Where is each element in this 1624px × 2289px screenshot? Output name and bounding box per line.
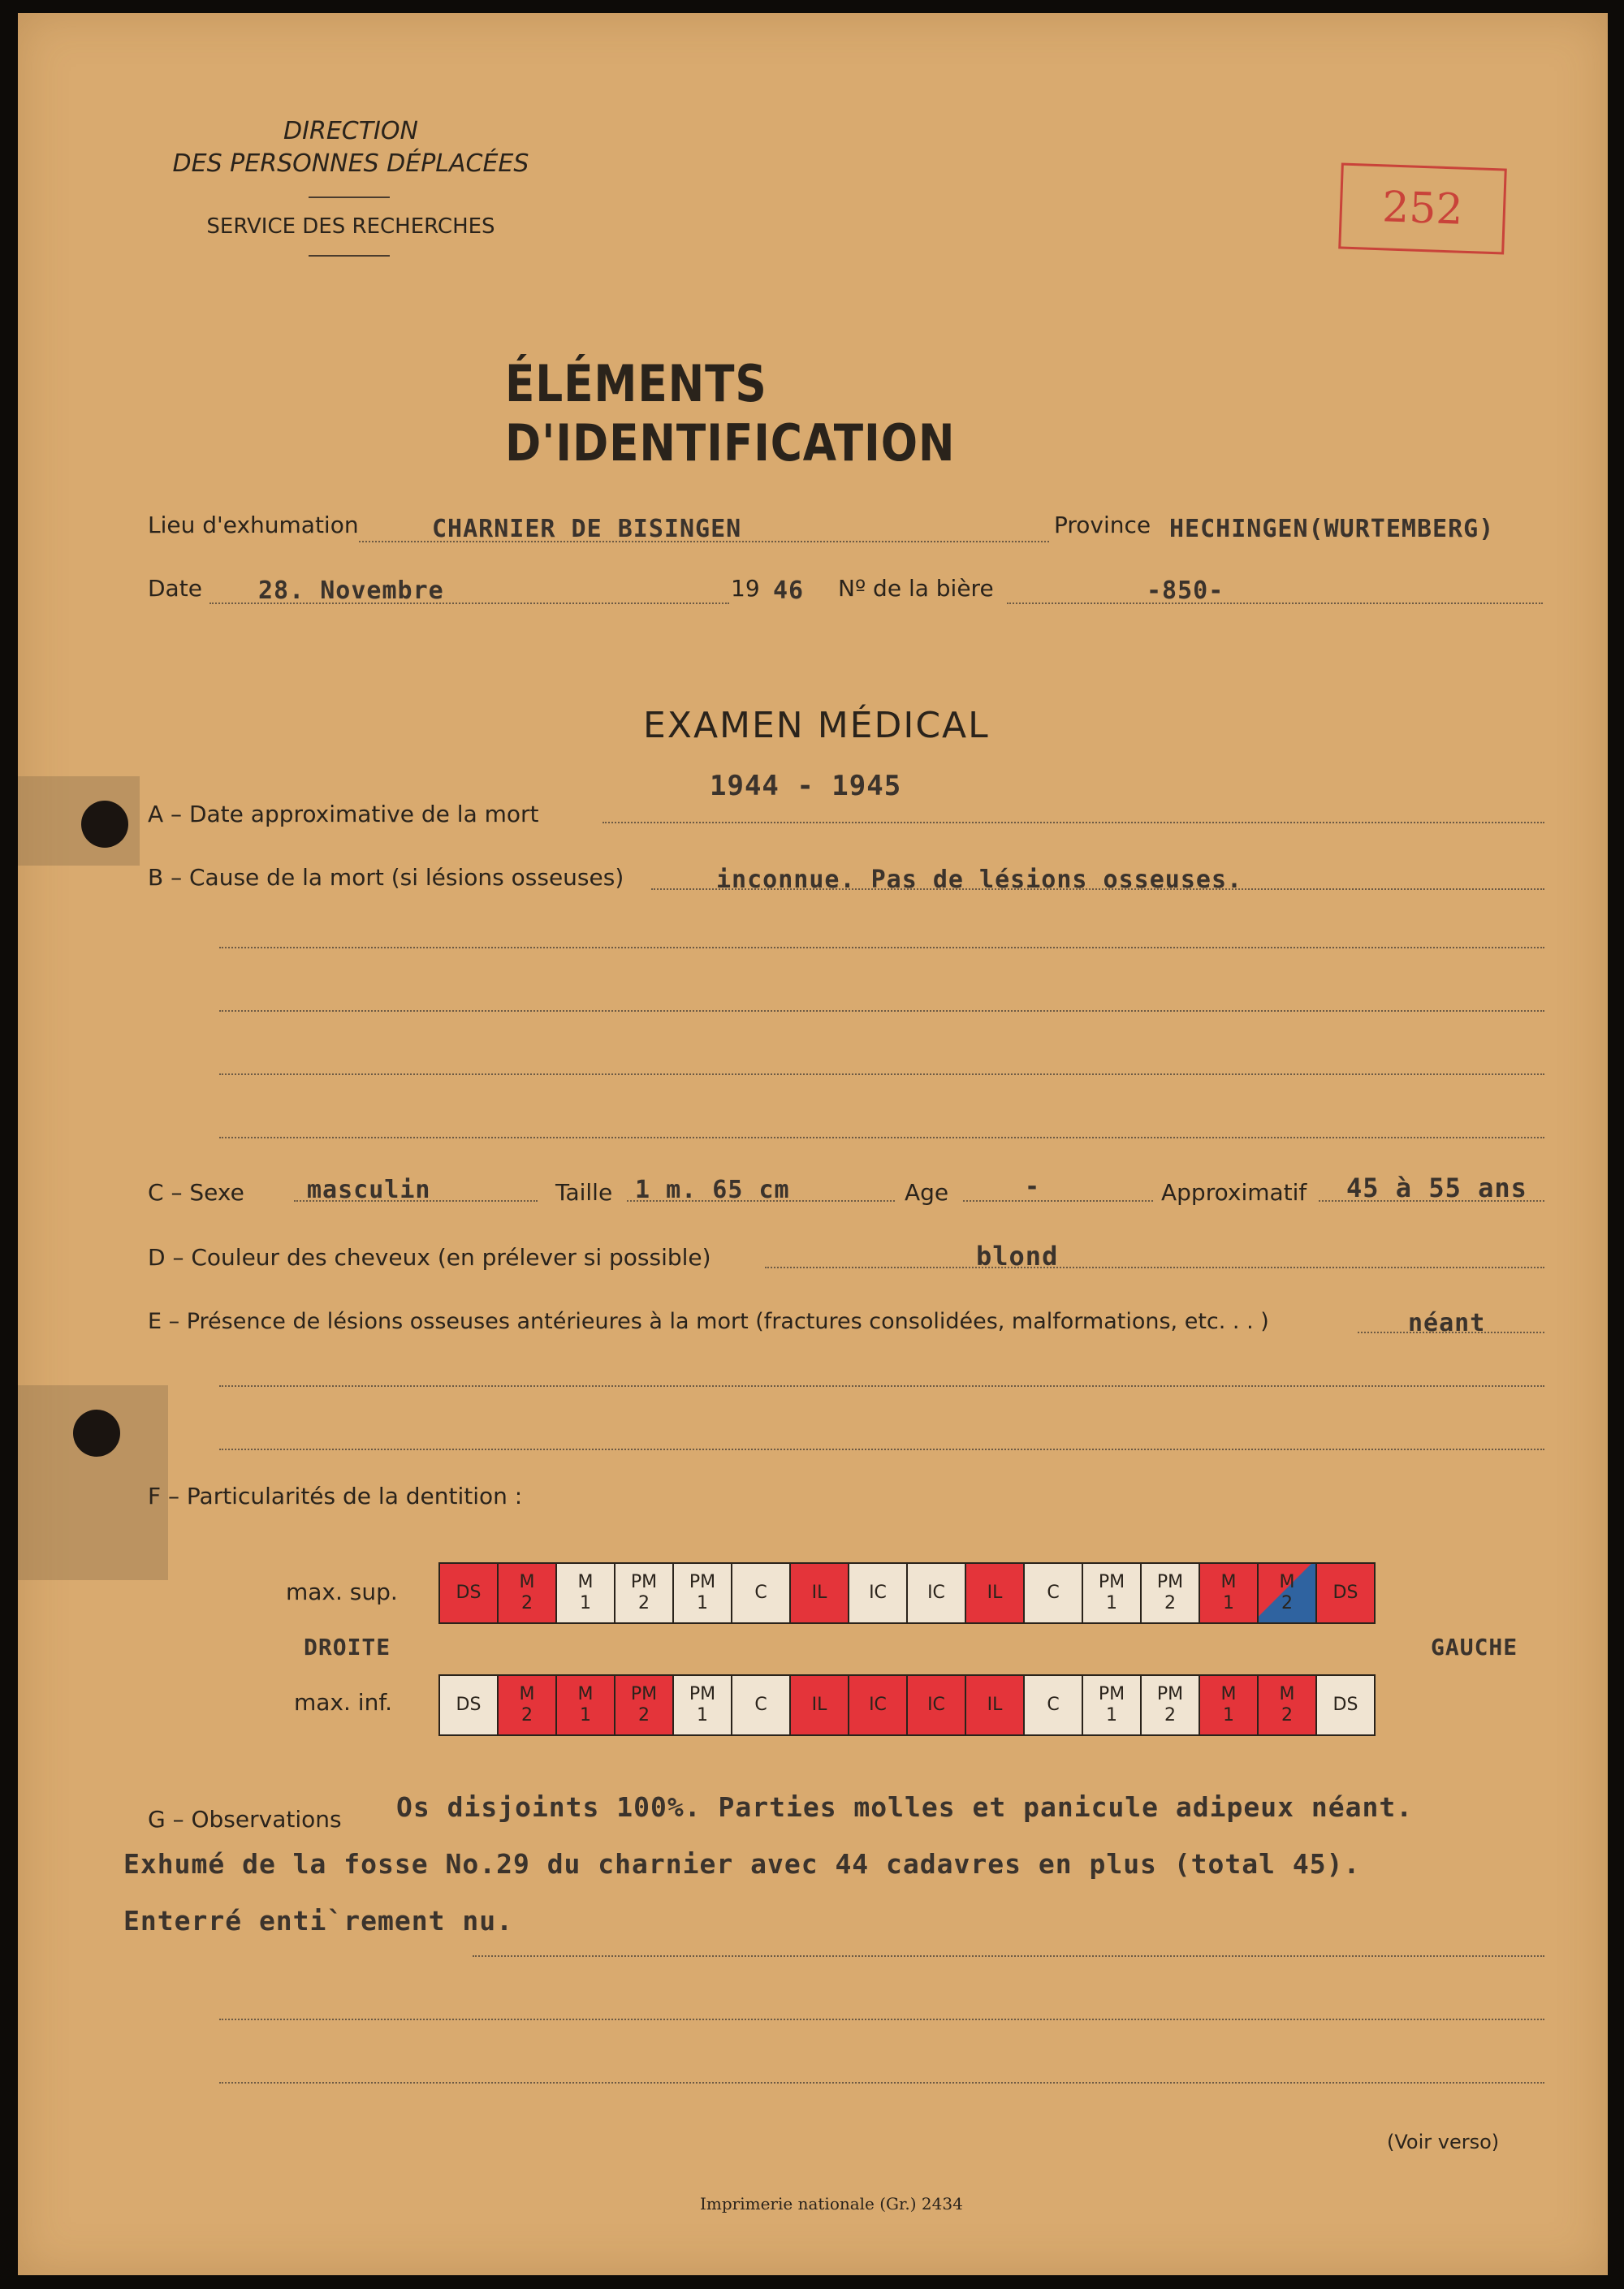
g-dots-2 — [219, 2019, 1544, 2020]
tooth-label: C — [754, 1583, 767, 1603]
tooth-number: 1 — [697, 1593, 708, 1613]
tooth-label: DS — [456, 1695, 482, 1715]
c-sexe-value: masculin — [307, 1176, 431, 1204]
d-value: blond — [976, 1241, 1059, 1272]
b-value: inconnue. Pas de lésions osseuses. — [716, 866, 1243, 894]
province-value: HECHINGEN(WURTEMBERG) — [1169, 515, 1495, 543]
header-direction: DIRECTION — [283, 117, 418, 145]
e-label: E – Présence de lésions osseuses antérieures à la mort (fractures consolidées, malformations, etc. . . ) — [148, 1309, 1269, 1334]
lieu-value: CHARNIER DE BISINGEN — [432, 515, 742, 543]
tooth-label: IL — [987, 1695, 1003, 1715]
tooth-label: PM — [1156, 1684, 1184, 1704]
tooth-label: DS — [1332, 1695, 1358, 1715]
page-title: ÉLÉMENTS D'IDENTIFICATION — [505, 354, 956, 473]
tooth-number: 2 — [1281, 1705, 1293, 1725]
tooth-label: PM — [1156, 1572, 1184, 1592]
c-label: C – Sexe — [148, 1179, 244, 1206]
f-label: F – Particularités de la dentition : — [148, 1483, 523, 1509]
punch-hole-top — [81, 801, 128, 848]
upper-tooth-16 — [1316, 1563, 1375, 1623]
tooth-label: M — [519, 1572, 535, 1592]
tooth-label: M — [577, 1572, 594, 1592]
upper-tooth-15 — [1258, 1563, 1316, 1623]
gauche-label: GAUCHE — [1431, 1634, 1518, 1661]
tooth-number: 2 — [521, 1705, 533, 1725]
g-dots-3 — [219, 2082, 1544, 2084]
taille-value: 1 m. 65 cm — [635, 1176, 790, 1204]
section-title: EXAMEN MÉDICAL — [643, 705, 990, 746]
upper-tooth-11 — [1024, 1563, 1082, 1623]
lower-tooth-11 — [1024, 1675, 1082, 1735]
lower-tooth-13 — [1141, 1675, 1199, 1735]
biere-label: Nº de la bière — [838, 575, 994, 602]
tooth-label: M — [519, 1684, 535, 1704]
approx-label: Approximatif — [1161, 1179, 1307, 1206]
lower-tooth-1 — [439, 1675, 498, 1735]
upper-tooth-10 — [965, 1563, 1024, 1623]
date-value: 28. Novembre — [258, 577, 444, 605]
upper-tooth-13 — [1141, 1563, 1199, 1623]
lower-tooth-8 — [849, 1675, 907, 1735]
age-value: - — [1025, 1173, 1041, 1201]
upper-tooth-6 — [732, 1563, 790, 1623]
lower-tooth-10 — [965, 1675, 1024, 1735]
lower-tooth-12 — [1082, 1675, 1141, 1735]
tooth-number: 2 — [521, 1593, 533, 1613]
lower-tooth-16 — [1316, 1675, 1375, 1735]
upper-tooth-9 — [907, 1563, 965, 1623]
tooth-label: PM — [630, 1572, 658, 1592]
tooth-number: 1 — [580, 1593, 591, 1613]
tooth-number: 2 — [1164, 1705, 1176, 1725]
voir-verso: (Voir verso) — [1387, 2131, 1500, 2153]
tooth-number: 1 — [580, 1705, 591, 1725]
tooth-label: M — [577, 1684, 594, 1704]
a-label: A – Date approximative de la mort — [148, 801, 539, 827]
g-line-3: Enterré enti`rement nu. — [123, 1905, 513, 1937]
e-dots-3 — [219, 1449, 1544, 1450]
lower-tooth-5 — [673, 1675, 732, 1735]
header-rule-1 — [309, 197, 390, 198]
g-line-1: Os disjoints 100%. Parties molles et panicule adipeux néant. — [396, 1791, 1414, 1823]
upper-tooth-3 — [556, 1563, 615, 1623]
tooth-label: M — [1279, 1572, 1295, 1592]
stamp-number: 252 — [1338, 162, 1507, 254]
biere-dots — [1007, 602, 1543, 604]
upper-tooth-14 — [1199, 1563, 1258, 1623]
date-label: Date — [148, 575, 202, 602]
tooth-number: 1 — [1223, 1593, 1234, 1613]
tooth-label: C — [1047, 1583, 1060, 1603]
b-dots-2 — [219, 947, 1544, 948]
tooth-number: 2 — [638, 1593, 650, 1613]
a-dots — [603, 822, 1544, 823]
age-label: Age — [905, 1179, 949, 1206]
lower-tooth-9 — [907, 1675, 965, 1735]
taille-label: Taille — [555, 1179, 613, 1206]
province-label: Province — [1054, 512, 1151, 538]
tooth-label: DS — [456, 1583, 482, 1603]
tooth-label: IC — [869, 1583, 887, 1603]
tooth-number: 2 — [1281, 1593, 1293, 1613]
tooth-label: PM — [1098, 1684, 1125, 1704]
year-prefix: 19 — [731, 575, 760, 602]
tooth-label: M — [1220, 1572, 1237, 1592]
lower-tooth-2 — [498, 1675, 556, 1735]
b-dots-5 — [219, 1137, 1544, 1138]
header-service: SERVICE DES RECHERCHES — [206, 214, 495, 239]
upper-tooth-12 — [1082, 1563, 1141, 1623]
tooth-label: IC — [927, 1583, 945, 1603]
tooth-label: IC — [927, 1695, 945, 1715]
tooth-label: DS — [1332, 1583, 1358, 1603]
max-sup-label: max. sup. — [286, 1579, 398, 1605]
age-dots — [963, 1200, 1153, 1202]
a-value: 1944 - 1945 — [710, 770, 902, 802]
g-dots-1 — [473, 1955, 1544, 1957]
lower-tooth-6 — [732, 1675, 790, 1735]
tooth-number: 2 — [1164, 1593, 1176, 1613]
d-label: D – Couleur des cheveux (en prélever si possible) — [148, 1244, 711, 1271]
upper-tooth-4 — [615, 1563, 673, 1623]
lower-tooth-4 — [615, 1675, 673, 1735]
b-dots-3 — [219, 1010, 1544, 1012]
e-dots-2 — [219, 1385, 1544, 1387]
tooth-label: PM — [1098, 1572, 1125, 1592]
tooth-label: PM — [630, 1684, 658, 1704]
tooth-label: C — [754, 1695, 767, 1715]
tooth-number: 1 — [1106, 1705, 1117, 1725]
header-personnes: DES PERSONNES DÉPLACÉES — [172, 149, 529, 178]
tooth-number: 1 — [1106, 1593, 1117, 1613]
punch-hole-bottom — [73, 1410, 120, 1457]
tooth-label: M — [1279, 1684, 1295, 1704]
tooth-number: 1 — [697, 1705, 708, 1725]
g-label: G – Observations — [148, 1806, 342, 1833]
tooth-label: C — [1047, 1695, 1060, 1715]
tooth-label: PM — [689, 1684, 716, 1704]
lower-teeth-chart — [438, 1674, 1376, 1736]
tooth-label: IL — [987, 1583, 1003, 1603]
g-line-2: Exhumé de la fosse No.29 du charnier avec 44 cadavres en plus (total 45). — [123, 1848, 1361, 1880]
header-rule-2 — [309, 255, 390, 257]
tooth-label: IL — [811, 1695, 827, 1715]
tooth-number: 1 — [1223, 1705, 1234, 1725]
upper-tooth-8 — [849, 1563, 907, 1623]
tooth-label: PM — [689, 1572, 716, 1592]
upper-tooth-1 — [439, 1563, 498, 1623]
upper-tooth-2 — [498, 1563, 556, 1623]
lower-tooth-3 — [556, 1675, 615, 1735]
d-dots — [765, 1267, 1544, 1268]
upper-teeth-chart — [438, 1562, 1376, 1624]
lower-tooth-15 — [1258, 1675, 1316, 1735]
droite-label: DROITE — [304, 1634, 391, 1661]
tooth-label: IC — [869, 1695, 887, 1715]
e-value: néant — [1408, 1309, 1486, 1337]
tooth-label: IL — [811, 1583, 827, 1603]
imprimerie-line: Imprimerie nationale (Gr.) 2434 — [700, 2194, 963, 2213]
year-value: 46 — [773, 577, 805, 605]
upper-tooth-5 — [673, 1563, 732, 1623]
approx-value: 45 à 55 ans — [1346, 1173, 1527, 1203]
lower-tooth-7 — [790, 1675, 849, 1735]
b-label: B – Cause de la mort (si lésions osseuses) — [148, 864, 624, 891]
biere-value: -850- — [1147, 577, 1224, 605]
upper-tooth-7 — [790, 1563, 849, 1623]
lower-tooth-14 — [1199, 1675, 1258, 1735]
max-inf-label: max. inf. — [294, 1689, 393, 1716]
tooth-label: M — [1220, 1684, 1237, 1704]
form-page — [18, 13, 1608, 2275]
tooth-number: 2 — [638, 1705, 650, 1725]
lieu-label: Lieu d'exhumation — [148, 512, 359, 538]
b-dots-4 — [219, 1073, 1544, 1075]
